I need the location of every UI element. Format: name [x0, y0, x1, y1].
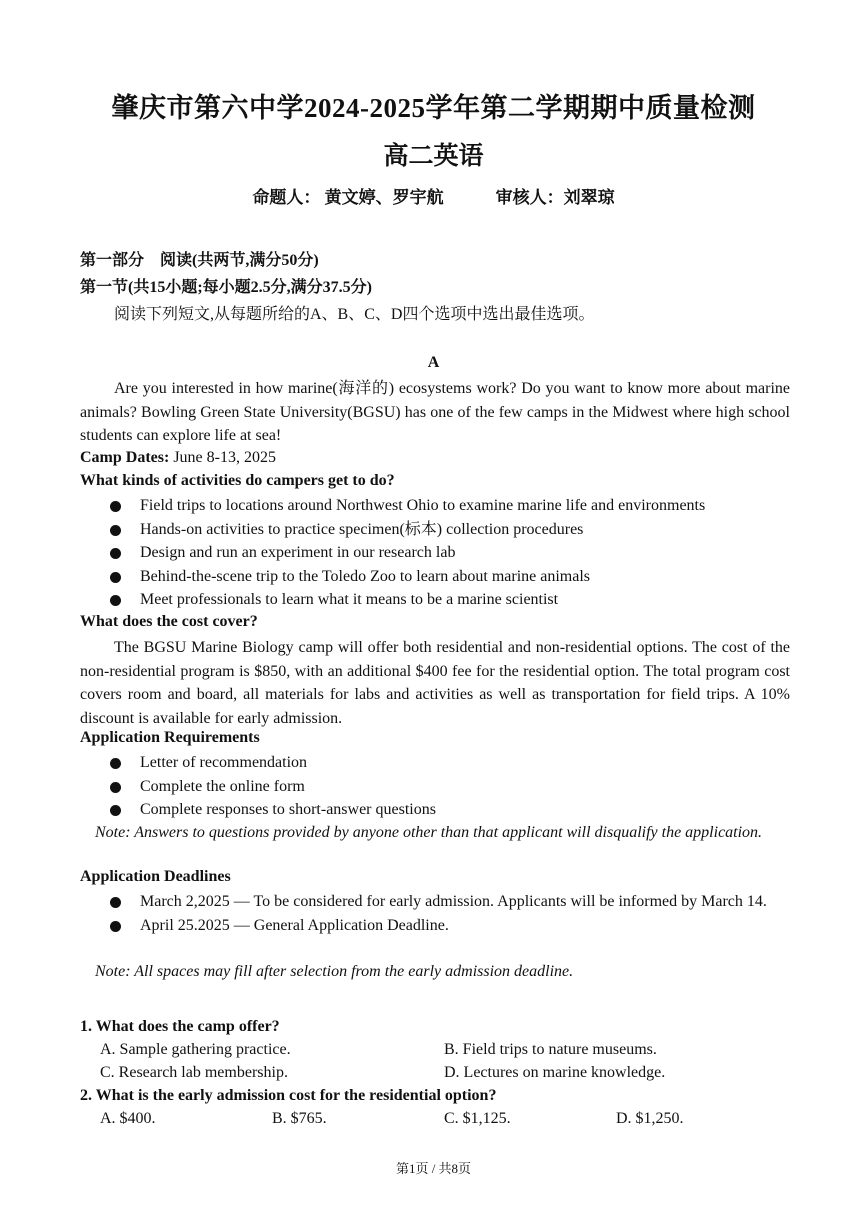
deadlines-note: Note: All spaces may fill after selection from the early admission deadline.: [95, 963, 574, 980]
list-item: Behind-the-scene trip to the Toledo Zoo to learn about marine animals: [108, 565, 790, 589]
question-2-option-d: D. $1,250.: [616, 1110, 684, 1127]
question-1-option-c: C. Research lab membership.: [100, 1064, 288, 1081]
bullet-icon: [110, 572, 121, 583]
bullet-icon: [110, 548, 121, 559]
passage-label: A: [427, 354, 440, 371]
bullet-icon: [110, 525, 121, 536]
deadlines-heading: Application Deadlines: [80, 868, 231, 885]
list-item: Letter of recommendation: [108, 751, 790, 775]
authors-line: [0, 183, 867, 208]
requirements-heading: Application Requirements: [80, 729, 260, 746]
question-2-option-a: A. $400.: [100, 1110, 156, 1127]
question-2-option-c: C. $1,125.: [444, 1110, 511, 1127]
subject-title: 高二英语: [383, 143, 484, 170]
list-item: Complete the online form: [108, 775, 790, 799]
bullet-icon: [110, 782, 121, 793]
question-1-option-d: D. Lectures on marine knowledge.: [444, 1064, 666, 1081]
instruction-text: 阅读下列短文,从每题所给的A、B、C、D四个选项中选出最佳选项。: [114, 306, 595, 323]
list-item: Hands-on activities to practice specimen(标本) collection procedures: [108, 518, 790, 542]
requirements-note: Note: Answers to questions provided by anyone other than that applicant will disqualify the application.: [95, 824, 763, 841]
camp-dates: [80, 449, 276, 467]
cost-paragraph: The BGSU Marine Biology camp will offer both residential and non-residential options. The cost of the non-residential program is $850, with an additional $400 fee for the residential option. The total program cost covers room and board, all materials for labs and activities as well as transportation for field trips. A 10% discount is available for early admission.: [80, 639, 790, 727]
list-item: Complete responses to short-answer questions: [108, 798, 790, 822]
list-item: Field trips to locations around Northwest Ohio to examine marine life and environments: [108, 494, 790, 518]
bullet-icon: [110, 921, 121, 932]
question-1-stem: 1. What does the camp offer?: [80, 1018, 280, 1035]
activities-heading: What kinds of activities do campers get to do?: [80, 472, 395, 489]
authors: 命题人： 黄文婷、罗宇航: [252, 188, 444, 207]
list-item: Meet professionals to learn what it means to be a marine scientist: [108, 588, 790, 612]
page-number: 第1页 / 共8页: [395, 1161, 472, 1176]
subsection-heading: 第一节(共15小题;每小题2.5分,满分37.5分): [80, 279, 372, 296]
list-item: April 25.2025 — General Application Deadline.: [108, 914, 790, 938]
camp-dates-value: June 8-13, 2025: [169, 449, 276, 466]
requirements-list: [108, 751, 790, 822]
bullet-icon: [110, 501, 121, 512]
list-item: Design and run an experiment in our research lab: [108, 541, 790, 565]
part-heading: 第一部分 阅读(共两节,满分50分): [80, 252, 319, 269]
question-2-stem: 2. What is the early admission cost for the residential option?: [80, 1087, 497, 1104]
cost-heading: What does the cost cover?: [80, 613, 258, 630]
activities-list: [108, 494, 790, 612]
question-1-option-a: A. Sample gathering practice.: [100, 1041, 291, 1058]
bullet-icon: [110, 758, 121, 769]
passage-intro: Are you interested in how marine(海洋的) ecosystems work? Do you want to know more about marine animals? Bowling Green State University(BGSU) has one of the few camps in the Midwest where high school students can explore life at sea!: [80, 380, 790, 444]
list-item: March 2,2025 — To be considered for early admission. Applicants will be informed by March 14.: [108, 890, 790, 914]
camp-dates-label: Camp Dates:: [80, 449, 170, 466]
bullet-icon: [110, 805, 121, 816]
question-2-option-b: B. $765.: [272, 1110, 327, 1127]
bullet-icon: [110, 595, 121, 606]
deadlines-list: [108, 890, 790, 937]
bullet-icon: [110, 897, 121, 908]
question-1-option-b: B. Field trips to nature museums.: [444, 1041, 657, 1058]
reviewer: 审核人：刘翠琼: [495, 188, 615, 207]
exam-title: 肇庆市第六中学2024-2025学年第二学期期中质量检测: [111, 93, 756, 123]
